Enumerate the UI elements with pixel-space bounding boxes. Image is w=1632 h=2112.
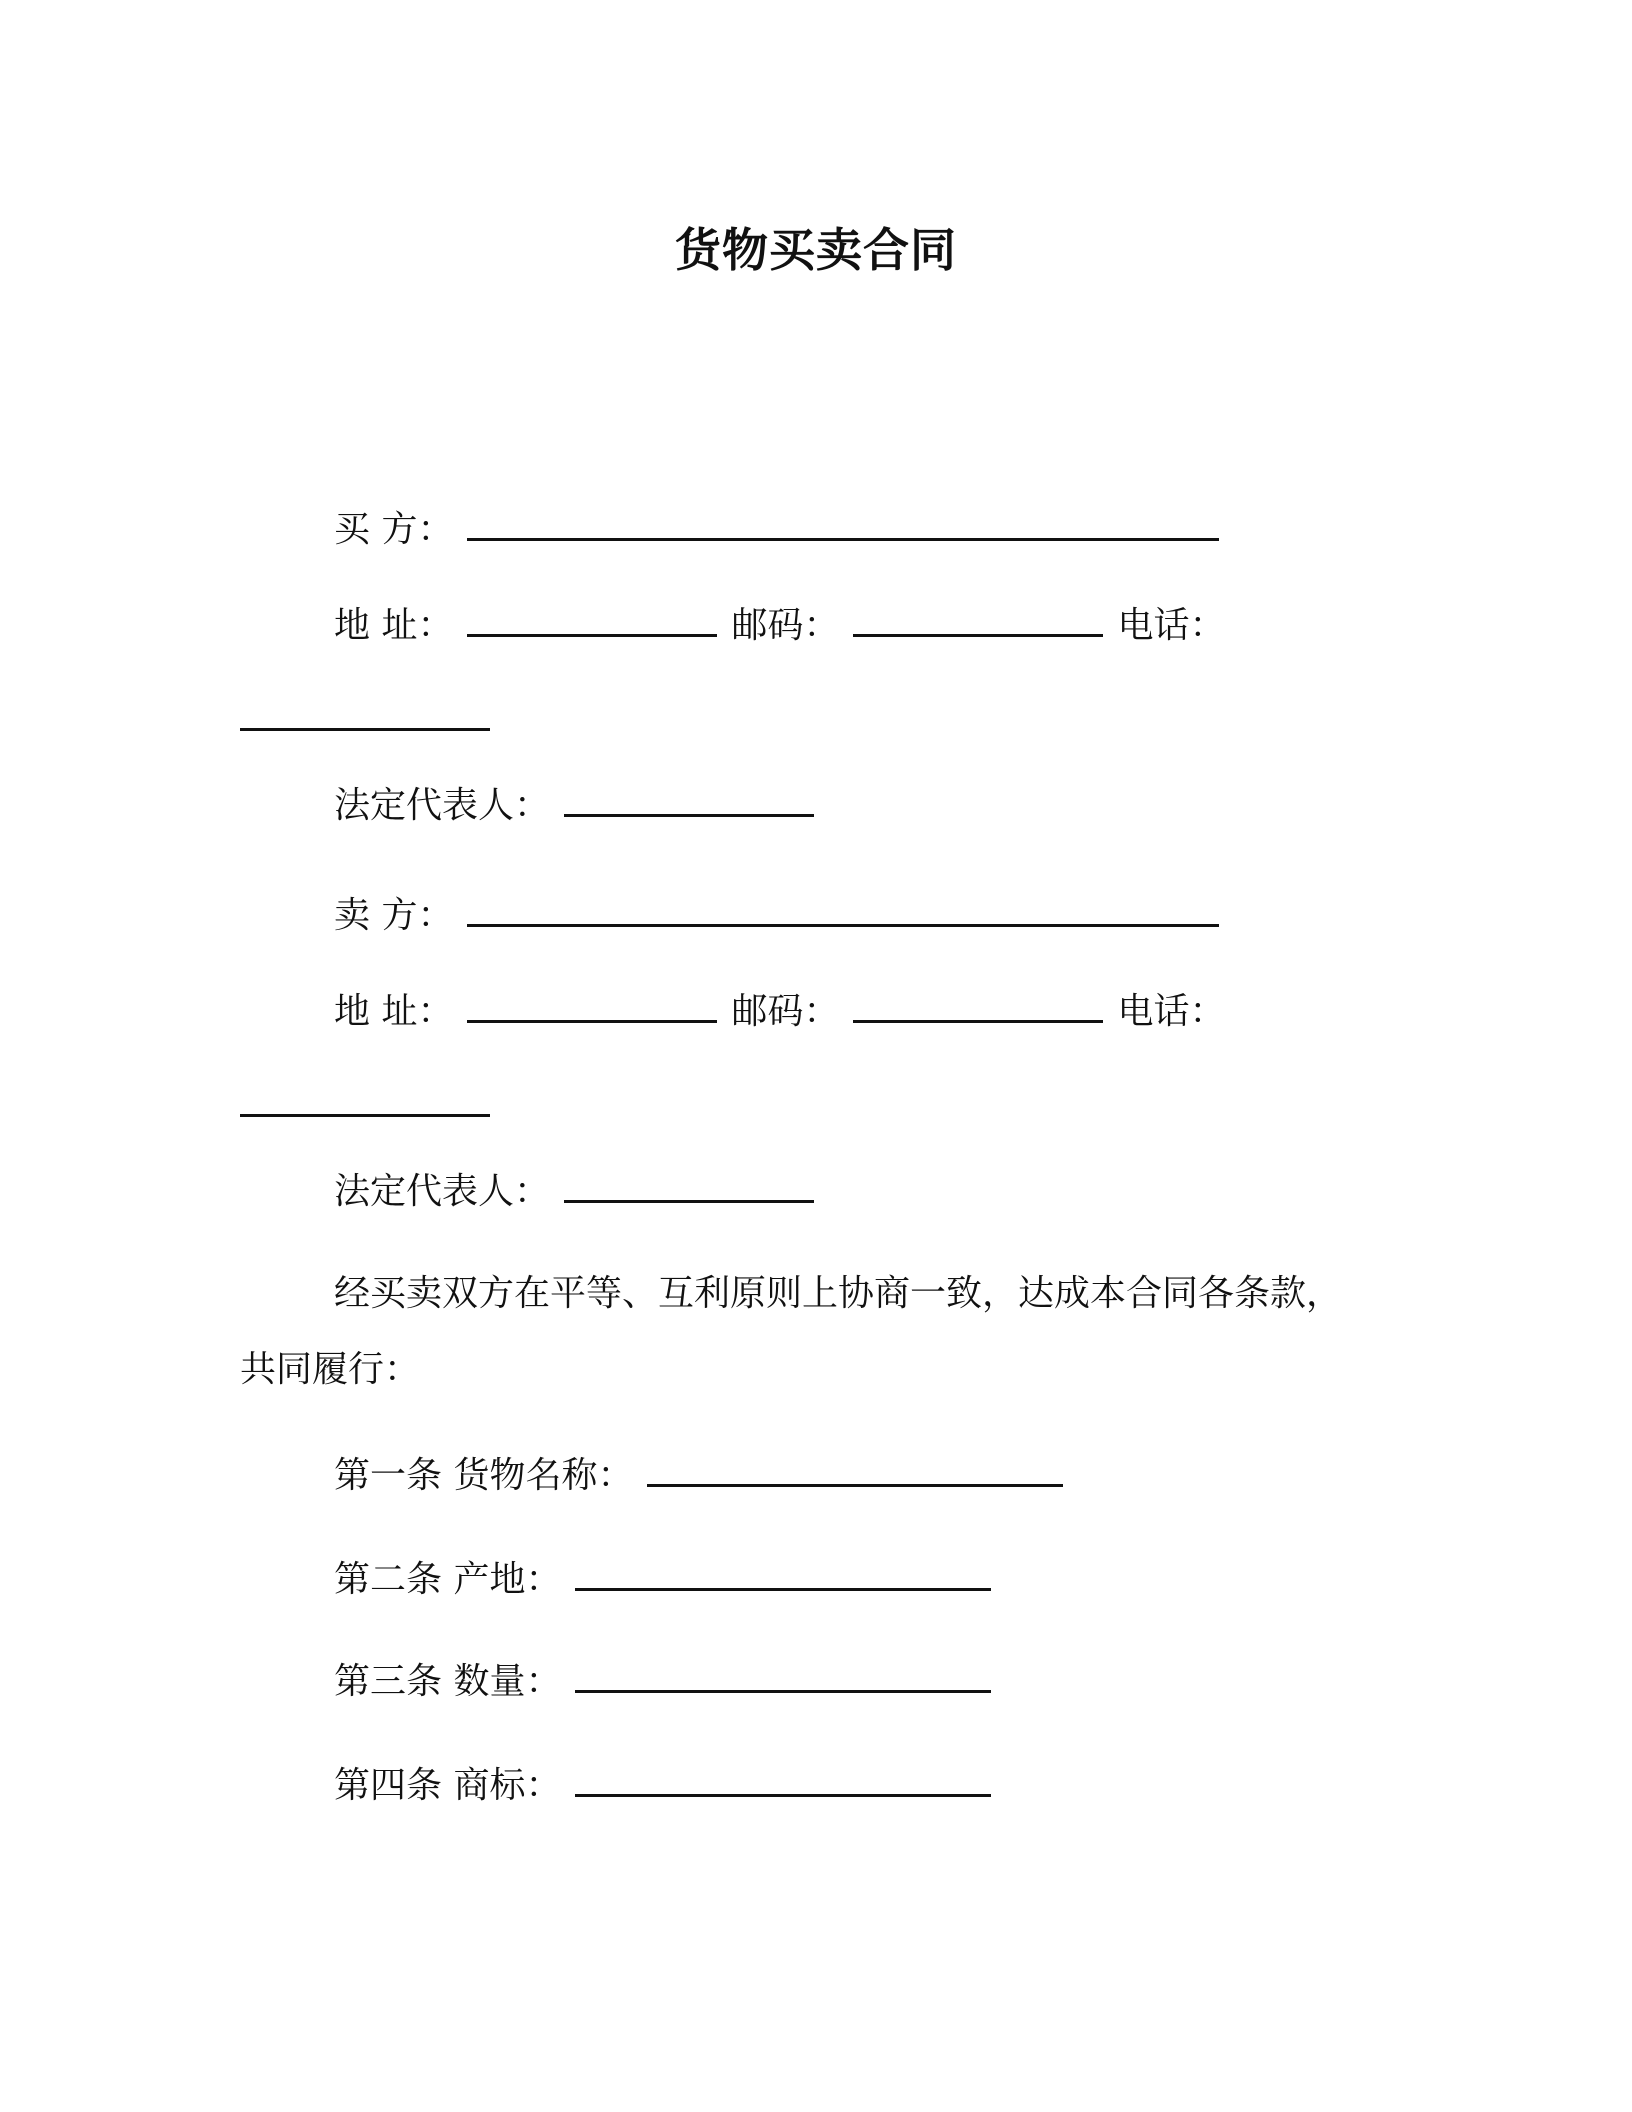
clause-4-label: 第四条 商标： (334, 1765, 562, 1806)
clause-3-label: 第三条 数量： (334, 1661, 562, 1702)
buyer-rep-line (334, 780, 814, 830)
seller-address-label: 地 址： (334, 991, 454, 1032)
buyer-phone-blank[interactable] (240, 694, 490, 731)
seller-postcode-label: 邮码： (731, 991, 840, 1032)
clause-2-label: 第二条 产地： (334, 1559, 562, 1600)
buyer-postcode-blank[interactable] (853, 600, 1103, 637)
buyer-phone-label: 电话： (1117, 605, 1226, 646)
buyer-party-label: 买 方： (334, 509, 454, 550)
seller-rep-line (334, 1166, 814, 1216)
clause-1-label: 第一条 货物名称： (334, 1455, 634, 1496)
clause-4-blank[interactable] (575, 1760, 991, 1797)
clause-3-line (334, 1656, 991, 1706)
clause-2-blank[interactable] (575, 1554, 991, 1591)
page-title: 货物买卖合同 (675, 223, 957, 277)
seller-rep-blank[interactable] (564, 1166, 814, 1203)
buyer-party-line (334, 504, 1219, 554)
clause-4-line (334, 1760, 991, 1810)
clause-2-line (334, 1554, 991, 1604)
seller-phone-label: 电话： (1117, 991, 1226, 1032)
seller-postcode-blank[interactable] (853, 986, 1103, 1023)
seller-phone-blank[interactable] (240, 1080, 490, 1117)
buyer-party-blank[interactable] (467, 504, 1219, 541)
seller-phone-line (240, 1080, 490, 1130)
preamble-line-2: 共同履行： (240, 1349, 421, 1390)
buyer-phone-line (240, 694, 490, 744)
clause-1-line (334, 1450, 1063, 1500)
clause-3-blank[interactable] (575, 1656, 991, 1693)
buyer-address-blank[interactable] (467, 600, 717, 637)
buyer-postcode-label: 邮码： (731, 605, 840, 646)
buyer-rep-label: 法定代表人： (334, 785, 551, 826)
seller-contact-line (334, 986, 1225, 1036)
seller-party-label: 卖 方： (334, 895, 454, 936)
seller-rep-label: 法定代表人： (334, 1171, 551, 1212)
seller-address-blank[interactable] (467, 986, 717, 1023)
seller-party-line (334, 890, 1219, 940)
buyer-address-label: 地 址： (334, 605, 454, 646)
preamble-line-1: 经买卖双方在平等、互利原则上协商一致，达成本合同各条款， (334, 1273, 1343, 1314)
seller-party-blank[interactable] (467, 890, 1219, 927)
buyer-contact-line (334, 600, 1225, 650)
clause-1-blank[interactable] (647, 1450, 1063, 1487)
buyer-rep-blank[interactable] (564, 780, 814, 817)
